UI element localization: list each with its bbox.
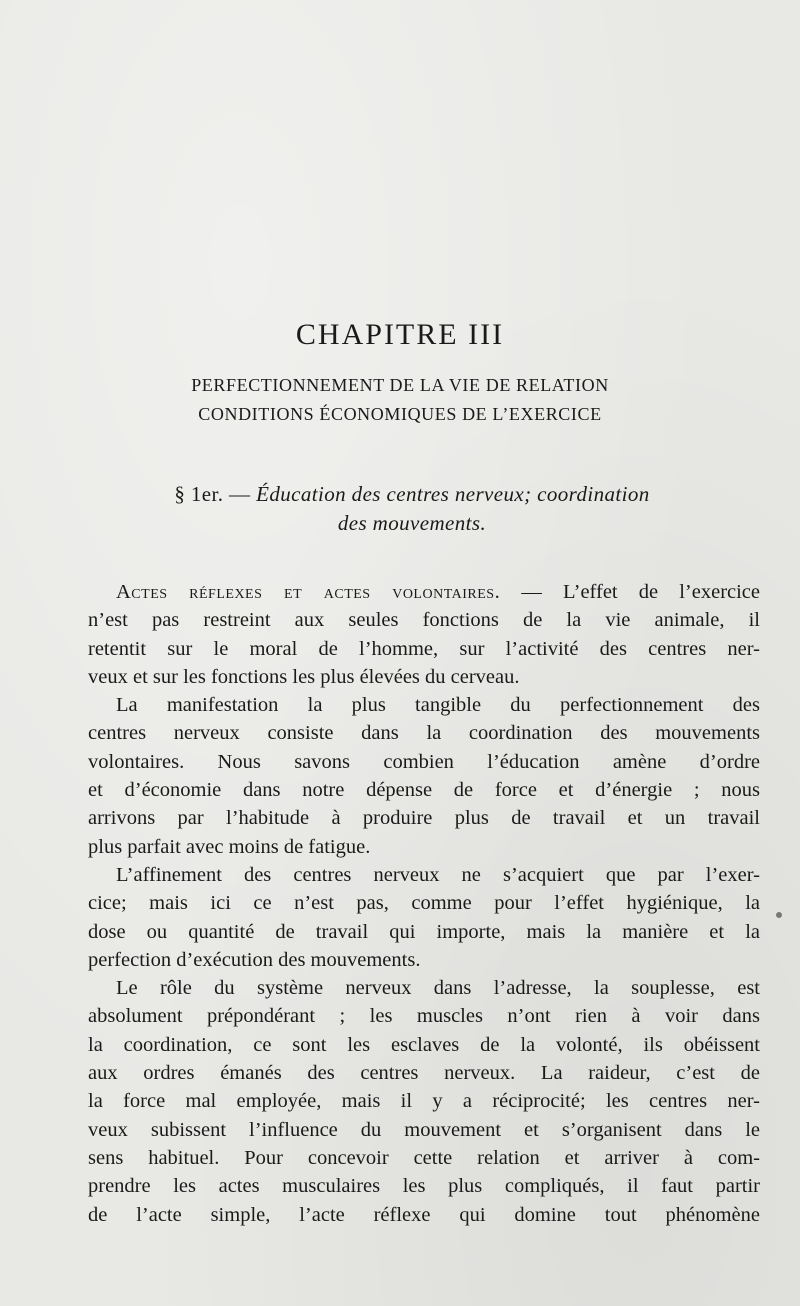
paragraph-4-line-1: Le rôle du système nerveux dans l’adresse, la souplesse, est bbox=[116, 977, 760, 1000]
paragraph-2-line-5: arrivons par l’habitude à produire plus de travail et un travail bbox=[88, 807, 760, 830]
paragraph-2-line-4: et d’économie dans notre dépense de force et d’énergie ; nous bbox=[88, 779, 760, 802]
chapter-title: CHAPITRE III bbox=[295, 318, 505, 351]
paragraph-1-lead: Actes réflexes et actes volontaires. bbox=[116, 581, 501, 603]
section-title-part-1: Éducation des centres nerveux; coordination bbox=[256, 482, 650, 506]
paragraph-1-line-2: n’est pas restreint aux seules fonctions de la vie animale, il bbox=[88, 609, 760, 632]
paragraph-1-line-4: veux et sur les fonctions les plus élevées du cerveau. bbox=[88, 665, 520, 688]
section-number: § 1er. — bbox=[174, 482, 251, 506]
paragraph-4-line-3: la coordination, ce sont les esclaves de la volonté, ils obéissent bbox=[88, 1033, 760, 1056]
paragraph-4-line-7: sens habituel. Pour concevoir cette relation et arriver à com- bbox=[88, 1146, 760, 1169]
paragraph-1-line-3: retentit sur le moral de l’homme, sur l’activité des centres ner- bbox=[88, 637, 760, 660]
paragraph-4-line-6: veux subissent l’influence du mouvement et s’organisent dans le bbox=[88, 1118, 760, 1141]
paragraph-4-line-9: de l’acte simple, l’acte réflexe qui domine tout phénomène bbox=[88, 1203, 760, 1226]
body-text bbox=[88, 578, 760, 1229]
paragraph-2-line-1: La manifestation la plus tangible du perfectionnement des bbox=[116, 694, 760, 717]
paragraph-4-line-8: prendre les actes musculaires les plus compliqués, il faut partir bbox=[88, 1175, 760, 1198]
paragraph-3-line-3: dose ou quantité de travail qui importe, mais la manière et la bbox=[88, 920, 760, 943]
paragraph-2-line-6: plus parfait avec moins de fatigue. bbox=[88, 835, 371, 858]
paragraph-3-line-2: cice; mais ici ce n’est pas, comme pour l’effet hygiénique, la bbox=[88, 892, 760, 915]
paper-speck bbox=[776, 912, 782, 918]
section-heading-line-1 bbox=[12, 482, 800, 507]
paragraph-4-line-5: la force mal employée, mais il y a réciprocité; les centres ner- bbox=[88, 1090, 760, 1113]
paragraph-3-line-4: perfection d’exécution des mouvements. bbox=[88, 948, 421, 971]
paragraph-1-line-1: Actes réflexes et actes volontaires. — L’effet de l’exercice bbox=[116, 581, 760, 603]
chapter-subtitle-line-1: PERFECTIONNEMENT DE LA VIE DE RELATION bbox=[191, 375, 609, 395]
chapter-subtitle-line-2: CONDITIONS ÉCONOMIQUES DE L’EXERCICE bbox=[198, 404, 602, 424]
paragraph-3-line-1: L’affinement des centres nerveux ne s’acquiert que par l’exer- bbox=[116, 863, 760, 886]
section-heading-line-2: des mouvements. bbox=[337, 511, 487, 535]
paragraph-2-line-2: centres nerveux consiste dans la coordination des mouvements bbox=[88, 722, 760, 745]
paragraph-4-line-4: aux ordres émanés des centres nerveux. La raideur, c’est de bbox=[88, 1062, 760, 1085]
paragraph-4-line-2: absolument prépondérant ; les muscles n’ont rien à voir dans bbox=[88, 1005, 760, 1028]
paragraph-2-line-3: volontaires. Nous savons combien l’éducation amène d’ordre bbox=[88, 750, 760, 773]
